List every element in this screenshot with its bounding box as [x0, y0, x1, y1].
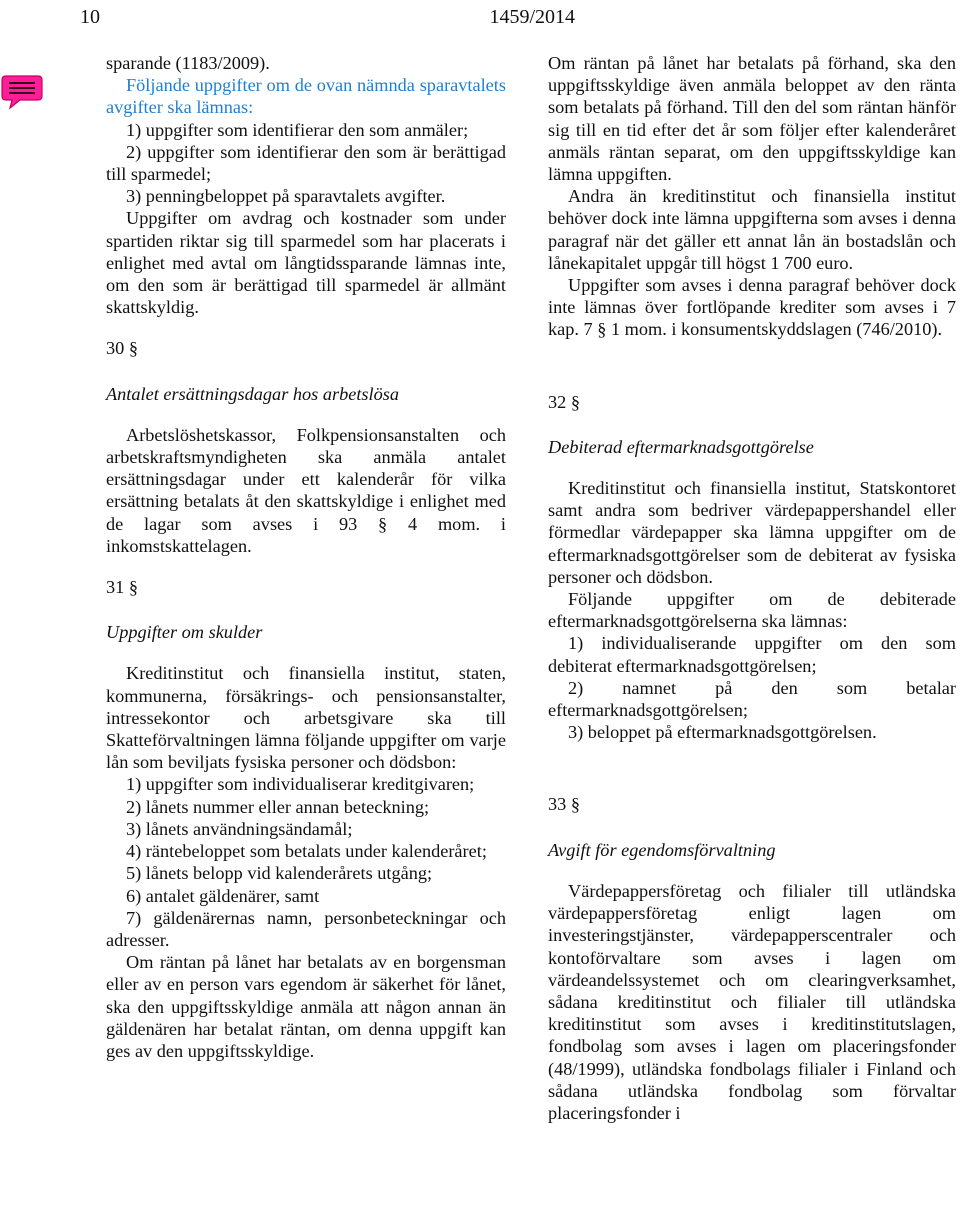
list-item: 6) antalet gäldenärer, samt: [126, 885, 320, 906]
paragraph: Följande uppgifter om de debiterade eftermarknadsgottgörelserna ska lämnas:: [548, 589, 956, 632]
paragraph: Om räntan på lånet har betalats av en borgensman eller av en person vars egendom är säkerhet för lånet, ska den uppgiftsskyldige anmäla att någon annan än gäldenären har betalat räntan, om denna uppgift kan ges av den uppgiftsskyldige.: [106, 952, 506, 1061]
section-title: Antalet ersättningsdagar hos arbetslösa: [106, 383, 400, 404]
comment-icon[interactable]: [0, 74, 44, 110]
paragraph: Arbetslöshetskassor, Folkpensionsanstalten och arbetskraftsmyndigheten ska anmäla antalet ersättningsdagar under ett kalenderår för vilka ersättning betalats åt den skattskyldige i enlighet med de lagar som avses i 93 § 4 mom. i inkomstskattelagen.: [106, 424, 506, 556]
section-title: Uppgifter om skulder: [106, 622, 263, 643]
list-item: 4) räntebeloppet som betalats under kalenderåret;: [126, 841, 487, 862]
section-number: 31 §: [106, 577, 138, 598]
left-column: [106, 52, 506, 1062]
paragraph: Uppgifter som avses i denna paragraf behöver dock inte lämnas över fortlöpande krediter som avses i 7 kap. 7 § 1 mom. i konsumentskyddslagen (746/2010).: [548, 275, 956, 340]
list-item: 1) uppgifter som identifierar den som anmäler;: [126, 119, 469, 140]
paragraph: Andra än kreditinstitut och finansiella institut behöver dock inte lämna uppgifterna som avses i denna paragraf när det gäller ett annat lån än bostadslån och lånekapitalet uppgår till högst 1 700 euro.: [548, 186, 956, 273]
paragraph: Om räntan på lånet har betalats på förhand, ska den uppgiftsskyldige även anmäla beloppet av den ränta som betalats på förhand. Till den del som räntan hänför sig till en tid efter det år som följer efter kalenderåret anmäls räntan separat, om den uppgiftsskyldige kan lämna uppgiften.: [548, 53, 956, 185]
section-number: 32 §: [548, 391, 580, 412]
document-reference: 1459/2014: [489, 6, 575, 28]
list-item: 2) lånets nummer eller annan beteckning;: [126, 796, 430, 817]
list-item: 7) gäldenärernas namn, personbeteckningar och adresser.: [106, 907, 506, 950]
paragraph: Uppgifter om avdrag och kostnader som under spartiden riktar sig till sparmedel som har placerats i enlighet med avtal om långtidssparande lämnas inte, om den som är berättigad till sparmedel är allmänt skattskyldig.: [106, 208, 506, 318]
list-item: 3) beloppet på eftermarknadsgottgörelsen.: [568, 722, 877, 743]
section-number: 30 §: [106, 338, 138, 359]
list-item: 2) namnet på den som betalar eftermarknadsgottgörelsen;: [548, 677, 956, 721]
list-item: 2) uppgifter som identifierar den som är berättigad till sparmedel;: [106, 141, 506, 185]
section-title: Avgift för egendomsförvaltning: [548, 839, 776, 860]
section-title: Debiterad eftermarknadsgottgörelse: [548, 436, 814, 457]
list-item: 3) penningbeloppet på sparavtalets avgifter.: [126, 186, 446, 207]
list-item: 3) lånets användningsändamål;: [126, 818, 353, 839]
list-item: 1) uppgifter som individualiserar kreditgivaren;: [126, 774, 475, 795]
section-number: 33 §: [548, 794, 580, 815]
paragraph: Kreditinstitut och finansiella institut, staten, kommunerna, försäkrings- och pensionsanstalter, intressekontor och arbetsgivare ska till Skatteförvaltningen lämna följande uppgifter om varje lån som beviljats fysiska personer och dödsbon:: [106, 663, 506, 773]
paragraph: Kreditinstitut och finansiella institut, Statskontoret samt andra som bedriver värdepappershandel eller förmedlar värdepapper ska lämna uppgifter om de eftermarknadsgottgörelser som de debiterat av fysiska personer och dödsbon.: [548, 478, 956, 587]
list-item: 1) individualiserande uppgifter om den som debiterat eftermarknadsgottgörelsen;: [548, 633, 956, 676]
right-column: [548, 52, 956, 1124]
list-item: 5) lånets belopp vid kalenderårets utgång;: [126, 863, 433, 884]
highlighted-paragraph: Följande uppgifter om de ovan nämnda sparavtalets avgifter ska lämnas:: [106, 75, 506, 118]
page-number: 10: [80, 6, 100, 28]
paragraph: Värdepappersföretag och filialer till utländska värdepappersföretag enligt lagen om investeringstjänster, värdepapperscentraler och kontoförvaltare som avses i lagen om värdeandelssystemet och om clearingverksamhet, sådana kreditinstitut och filialer till utländska kreditinstitut som avses i kreditinstitutslagen, fondbolag som avses i lagen om placeringsfonder (48/1999), utländska fondbolags filialer i Finland och sådana utländska fondbolag som förvaltar placeringsfonder i: [548, 880, 956, 1123]
paragraph: sparande (1183/2009).: [106, 53, 270, 73]
